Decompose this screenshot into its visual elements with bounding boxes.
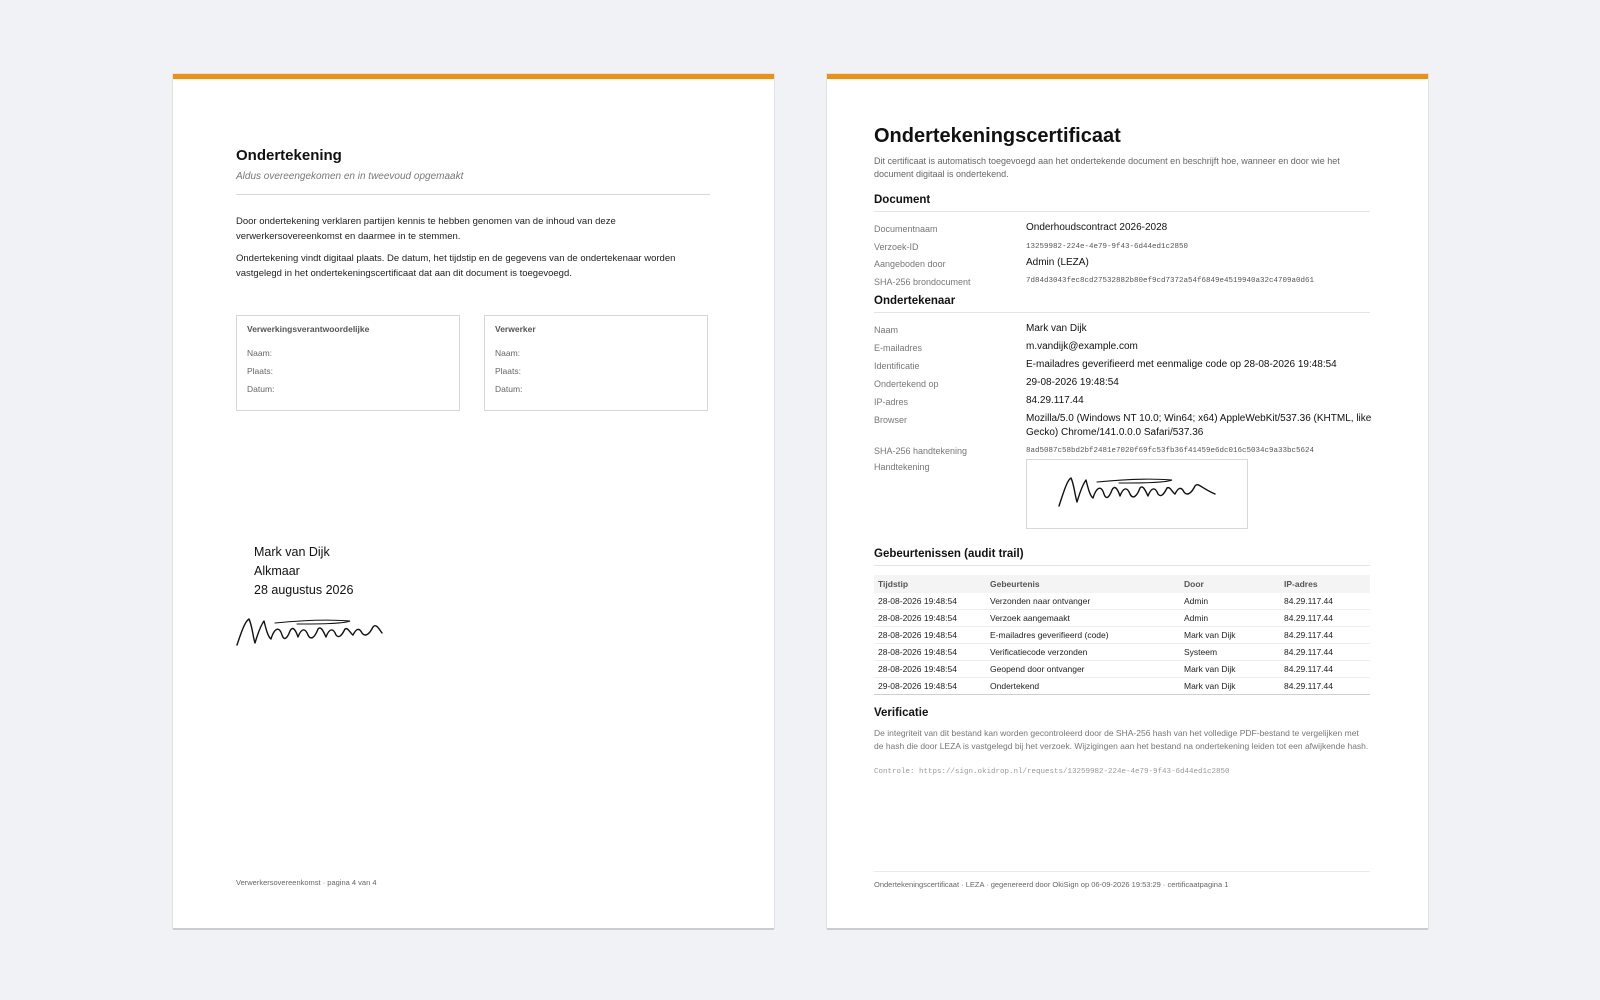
section-heading-events: Gebeurtenissen (audit trail) (874, 548, 1024, 560)
table-row (874, 661, 1370, 678)
table-row (874, 627, 1370, 644)
page-footer: Ondertekeningscertificaat · LEZA · gegenereerd door OkiSign op 06-09-2026 19:53:29 · certificaatpagina 1 (874, 880, 1229, 889)
cell-ip: 84.29.117.44 (1280, 644, 1370, 661)
label-signature: Handtekening (874, 462, 930, 472)
cell-event: Verificatiecode verzonden (986, 644, 1180, 661)
signer-place: Alkmaar (254, 564, 300, 578)
cell-event: Verzonden naar ontvanger (986, 593, 1180, 610)
table-row (874, 610, 1370, 627)
page-footer: Verwerkersovereenkomst · pagina 4 van 4 (236, 878, 377, 887)
label-request-id: Verzoek-ID (874, 242, 919, 252)
table-header-row (874, 575, 1370, 593)
cell-by: Mark van Dijk (1180, 627, 1280, 644)
value-offered-by: Admin (LEZA) (1026, 257, 1089, 268)
document-page-certificate (827, 74, 1428, 928)
field-label-name: Naam: (495, 348, 521, 358)
label-email: E-mailadres (874, 343, 923, 353)
cell-event: E-mailadres geverifieerd (code) (986, 627, 1180, 644)
value-identification: E-mailadres geverifieerd met eenmalige code op 28-08-2026 19:48:54 (1026, 359, 1337, 370)
divider (874, 871, 1370, 872)
cell-ip: 84.29.117.44 (1280, 627, 1370, 644)
cell-time: 29-08-2026 19:48:54 (874, 678, 986, 695)
value-signed-at: 29-08-2026 19:48:54 (1026, 377, 1119, 388)
value-browser: Mozilla/5.0 (Windows NT 10.0; Win64; x64) AppleWebKit/537.36 (KHTML, like Gecko) Chrome/141.0.0.0 Safari/537.36 (1026, 413, 1372, 438)
cell-time: 28-08-2026 19:48:54 (874, 644, 986, 661)
cell-ip: 84.29.117.44 (1280, 661, 1370, 678)
handwritten-signature (1027, 460, 1247, 528)
signature-box-controller (236, 315, 460, 411)
table-row (874, 644, 1370, 661)
certificate-title: Ondertekeningscertificaat (874, 125, 1121, 147)
field-label-place: Plaats: (495, 366, 521, 376)
value-ip-address: 84.29.117.44 (1026, 395, 1084, 406)
column-header-event: Gebeurtenis (986, 575, 1180, 593)
field-label-date: Datum: (247, 384, 275, 394)
value-signature-hash: 8ad5087c58bd2bf2481e7020f69fc53fb36f41459e6dc016c5034c9a33bc5624 (1026, 447, 1315, 455)
value-request-id: 13259982-224e-4e79-9f43-6d44ed1c2850 (1026, 243, 1189, 251)
page-subtitle: Aldus overeengekomen en in tweevoud opgemaakt (236, 171, 464, 182)
verification-link: Controle: https://sign.okidrop.nl/requests/13259982-224e-4e79-9f43-6d44ed1c2850 (874, 768, 1230, 776)
table-row (874, 593, 1370, 610)
table-row (874, 678, 1370, 695)
handwritten-signature (235, 615, 387, 653)
cell-event: Verzoek aangemaakt (986, 610, 1180, 627)
divider (236, 194, 710, 195)
field-label-date: Datum: (495, 384, 523, 394)
section-heading-signer: Ondertekenaar (874, 295, 956, 307)
cell-time: 28-08-2026 19:48:54 (874, 661, 986, 678)
signer-date: 28 augustus 2026 (254, 583, 354, 597)
label-source-hash: SHA-256 brondocument (874, 277, 971, 287)
cell-by: Mark van Dijk (1180, 661, 1280, 678)
signature-box-processor (484, 315, 708, 411)
cell-by: Admin (1180, 610, 1280, 627)
column-header-ip: IP-adres (1280, 575, 1370, 593)
cell-time: 28-08-2026 19:48:54 (874, 593, 986, 610)
verification-text: De integriteit van dit bestand kan worden gecontroleerd door de SHA-256 hash van het volledige PDF-bestand te vergelijken met de hash die door LEZA is vastgelegd bij het verzoek. Wijzigingen aan het bestand na ondertekening leiden tot een afwijkende hash. (874, 728, 1369, 751)
cell-time: 28-08-2026 19:48:54 (874, 610, 986, 627)
label-signer-name: Naam (874, 325, 899, 335)
paragraph-consent: Door ondertekening verklaren partijen kennis te hebben genomen van de inhoud van deze verwerkersovereenkomst en daarmee in te stemmen. (236, 216, 616, 242)
section-heading-document: Document (874, 194, 931, 206)
cell-ip: 84.29.117.44 (1280, 593, 1370, 610)
column-header-time: Tijdstip (874, 575, 986, 593)
signature-image-frame (1026, 459, 1248, 529)
signature-box-header: Verwerkingsverantwoordelijke (247, 324, 370, 334)
cell-event: Ondertekend (986, 678, 1180, 695)
paragraph-digital-signing: Ondertekening vindt digitaal plaats. De datum, het tijdstip en de gegevens van de ondertekenaar worden vastgelegd in het ondertekeningscertificaat dat aan dit document is toegevoegd. (236, 253, 676, 279)
signature-box-header: Verwerker (495, 324, 536, 334)
cell-by: Admin (1180, 593, 1280, 610)
label-browser: Browser (874, 415, 908, 425)
page-title: Ondertekening (236, 147, 342, 164)
label-identification: Identificatie (874, 361, 920, 371)
label-document-name: Documentnaam (874, 224, 938, 234)
cell-ip: 84.29.117.44 (1280, 678, 1370, 695)
value-signer-name: Mark van Dijk (1026, 323, 1087, 334)
column-header-by: Door (1180, 575, 1280, 593)
cell-time: 28-08-2026 19:48:54 (874, 627, 986, 644)
section-heading-verification: Verificatie (874, 707, 929, 719)
value-email: m.vandijk@example.com (1026, 341, 1138, 352)
cell-event: Geopend door ontvanger (986, 661, 1180, 678)
divider (874, 565, 1370, 566)
label-signed-at: Ondertekend op (874, 379, 939, 389)
field-label-place: Plaats: (247, 366, 273, 376)
document-page-signature (173, 74, 774, 928)
value-document-name: Onderhoudscontract 2026-2028 (1026, 222, 1168, 233)
audit-trail-table (874, 575, 1370, 695)
label-ip-address: IP-adres (874, 397, 909, 407)
value-source-hash: 7d84d3043fec8cd27532882b80ef9cd7372a54f6849e4519940a32c4709a0d61 (1026, 277, 1315, 285)
label-offered-by: Aangeboden door (874, 259, 946, 269)
field-label-name: Naam: (247, 348, 273, 358)
cell-by: Systeem (1180, 644, 1280, 661)
label-signature-hash: SHA-256 handtekening (874, 446, 968, 456)
signer-name: Mark van Dijk (254, 545, 330, 559)
divider (874, 312, 1370, 313)
divider (874, 211, 1370, 212)
cell-ip: 84.29.117.44 (1280, 610, 1370, 627)
cell-by: Mark van Dijk (1180, 678, 1280, 695)
certificate-intro: Dit certificaat is automatisch toegevoegd aan het ondertekende document en beschrijft hoe, wanneer en door wie het document digitaal is ondertekend. (874, 156, 1340, 179)
